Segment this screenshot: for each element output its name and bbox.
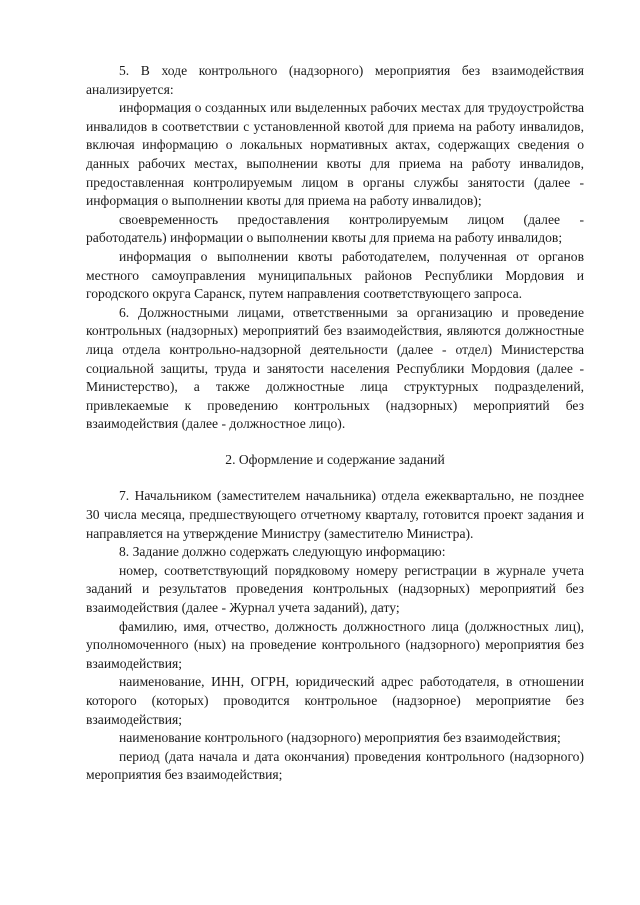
paragraph-8-item-3: наименование, ИНН, ОГРН, юридический адрес работодателя, в отношении которого (которых) проводится контрольное (надзорное) мероприятие без взаимодействия; <box>86 674 584 727</box>
paragraph-8-item-1: номер, соответствующий порядковому номеру регистрации в журнале учета заданий и результатов проведения контрольных (надзорных) мероприятий без взаимодействия (далее - Журнал учета заданий), дату; <box>86 562 584 616</box>
document-page <box>86 62 584 785</box>
paragraph-8-item-4: наименование контрольного (надзорного) мероприятия без взаимодействия; <box>119 730 561 746</box>
paragraph-5-intro: 5. В ходе контрольного (надзорного) мероприятия без взаимодействия анализируется: <box>86 63 584 97</box>
paragraph-5-item-1: информация о созданных или выделенных рабочих местах для трудоустройства инвалидов в соответствии с установленной квотой для приема на работу инвалидов, включая информацию о локальных нормативных актах, содержащих сведения о данных рабочих местах, выполнении квоты для приема на работу инвалидов, предоставленная контролируемым лицом в органы службы занятости (далее - информация о выполнении квоты для приема на работу инвалидов); <box>86 100 584 209</box>
paragraph-8-item-2: фамилию, имя, отчество, должность должностного лица (должностных лиц), уполномоченного (ных) на проведение контрольного (надзорного) мероприятия без взаимодействия; <box>86 618 584 671</box>
paragraph-5-item-3: информация о выполнении квоты работодателем, полученная от органов местного самоуправления муниципальных районов Республики Мордовия и городского округа Саранск, путем направления соответствующего запроса. <box>86 248 584 302</box>
paragraph-8-intro: 8. Задание должно содержать следующую информацию: <box>119 544 446 560</box>
paragraph-5-item-2: своевременность предоставления контролируемым лицом (далее - работодатель) информации о выполнении квоты для приема на работу инвалидов; <box>86 211 584 246</box>
paragraph-8-item-5: период (дата начала и дата окончания) проведения контрольного (надзорного) мероприятия без взаимодействия; <box>86 748 584 783</box>
section-heading-2: 2. Оформление и содержание заданий <box>225 451 445 467</box>
paragraph-6: 6. Должностными лицами, ответственными за организацию и проведение контрольных (надзорных) мероприятий без взаимодействия, являются должностные лица отдела контрольно-надзорной деятельности (далее - отдел) Министерства социальной защиты, труда и занятости населения Республики Мордовия (далее - Министерство), а также должностные лица структурных подразделений, привлекаемые к проведению контрольных (надзорных) мероприятий без взаимодействия (далее - должностное лицо). <box>86 304 584 432</box>
paragraph-7: 7. Начальником (заместителем начальника) отдела ежеквартально, не позднее 30 числа месяца, предшествующего отчетному кварталу, готовится проект задания и направляется на утверждение Министру (заместителю Министра). <box>86 488 584 541</box>
